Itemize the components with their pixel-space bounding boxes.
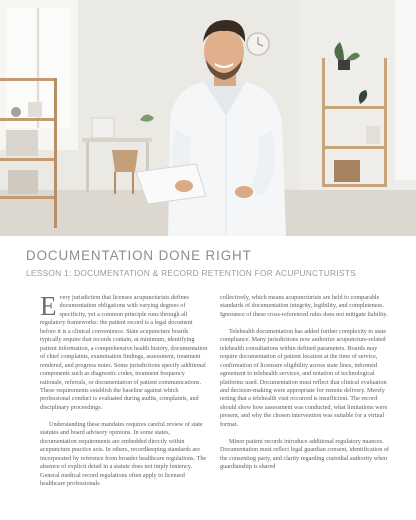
paragraph-1-text: very jurisdiction that licenses acupuncturists defines documentation obligations with varying degrees of specificity, yet a common principle runs through all regulatory frameworks: the patient record is a legal document before it is a clinical convenience. State acupuncture boards typically require that records contain, at minimum, identifying patient information, a comprehensive health history, documentation of chief complaints, examination findings, assessment, treatment rendered, and progress notes. Some jurisdictions specify additional components such as diagnostic codes, treatment frequency rationale, referrals, or documentation of patient communications. These requirements establish the baseline against which professional conduct is evaluated during audits, complaints, and disciplinary proceedings.	[40, 294, 208, 411]
document-title: DOCUMENTATION DONE RIGHT	[26, 248, 252, 263]
left-column	[40, 294, 208, 520]
hero-photo	[0, 0, 416, 236]
paragraph-3: collectively, which means acupuncturists are held to comparable standards of documentation integrity, legibility, and completeness. Ignorance of these cross-referenced rules does not mitigate liability.	[220, 294, 388, 318]
paragraph-2: Understanding these mandates requires careful review of state statutes and board advisory opinions. In some states, documentation requirements are embedded directly within acupuncture practice acts. In others, recordkeeping standards are incorporated by reference from broader healthcare regulations. The absence of explicit detail in a statute does not imply leniency. General medical record regulations often apply to licensed healthcare professionals	[40, 420, 207, 488]
right-column	[220, 294, 390, 520]
lesson-subtitle: LESSON 1: DOCUMENTATION & RECORD RETENTION FOR ACUPUNCTURISTS	[26, 268, 356, 278]
drop-cap: E	[40, 294, 57, 321]
paragraph-4: Telehealth documentation has added further complexity to state compliance. Many jurisdictions now authorize acupuncture-related telehealth consultations within defined parameters. Boards may require documentation of patient location at the time of service, confirmation of licensure eligibility across state lines, informed agreement to telehealth services, and notation of technological platforms used. Documentation must reflect that clinical evaluation and decision-making were appropriate for remote delivery. Merely noting that a telehealth visit occurred is insufficient. The record should show how assessment was conducted, what limitations were present, and why the chosen intervention was suitable for a virtual format.	[220, 327, 388, 428]
wall-clock-icon	[247, 33, 269, 55]
paragraph-1	[40, 294, 208, 412]
paragraph-5: Minor patient records introduce additional regulatory nuances. Documentation must reflect legal guardian consent, identification of the consenting party, and clarity regarding custodial authority when guardianship is shared	[220, 437, 390, 471]
